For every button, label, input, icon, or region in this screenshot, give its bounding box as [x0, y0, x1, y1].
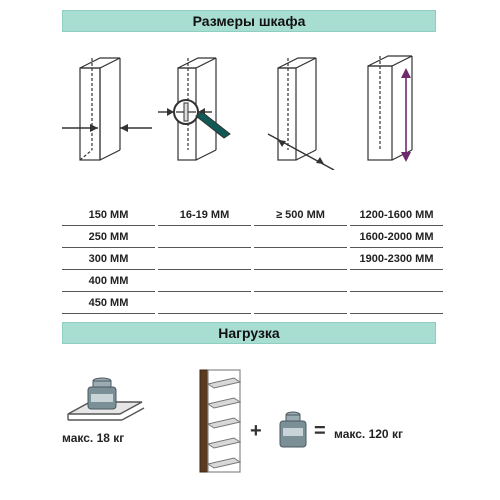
- table-cell: [158, 248, 251, 270]
- table-cell: 250 MM: [62, 226, 155, 248]
- section-title: Нагрузка: [218, 325, 280, 341]
- table-cell: [254, 270, 347, 292]
- shelf-weight-illustration: [60, 372, 150, 432]
- panel-thickness-diagram: [150, 50, 250, 170]
- shelf-max-load: макс. 18 кг: [62, 431, 125, 445]
- equals-sign: =: [314, 420, 326, 442]
- section-header-load: [62, 322, 436, 344]
- table-cell: [254, 248, 347, 270]
- table-cell: 1900-2300 MM: [350, 248, 443, 270]
- table-row: [62, 248, 443, 270]
- table-cell: [350, 292, 443, 314]
- table-cell: [254, 226, 347, 248]
- table-row: [62, 204, 443, 226]
- cabinet-width-diagram: [60, 50, 155, 170]
- table-cell: [158, 270, 251, 292]
- dimensions-table: [62, 204, 443, 314]
- section-title: Размеры шкафа: [192, 13, 306, 29]
- table-row: [62, 226, 443, 248]
- cabinet-height-diagram: [350, 50, 450, 170]
- table-cell: [254, 292, 347, 314]
- table-cell: ≥ 500 MM: [254, 204, 347, 226]
- table-cell: 1200-1600 MM: [350, 204, 443, 226]
- table-row: [62, 270, 443, 292]
- table-cell: 1600-2000 MM: [350, 226, 443, 248]
- cabinet-depth-diagram: [250, 50, 350, 170]
- table-cell: [350, 270, 443, 292]
- weight-icon: [276, 408, 310, 454]
- table-cell: 300 MM: [62, 248, 155, 270]
- section-header-cabinet-size: [62, 10, 436, 32]
- table-cell: [158, 292, 251, 314]
- table-cell: 16-19 MM: [158, 204, 251, 226]
- total-max-load: макс. 120 кг: [334, 427, 403, 441]
- table-cell: 400 MM: [62, 270, 155, 292]
- plus-sign: +: [250, 420, 262, 442]
- table-row: [62, 292, 443, 314]
- table-cell: 150 MM: [62, 204, 155, 226]
- table-cell: 450 MM: [62, 292, 155, 314]
- table-cell: [158, 226, 251, 248]
- pullout-rack-illustration: [196, 366, 246, 476]
